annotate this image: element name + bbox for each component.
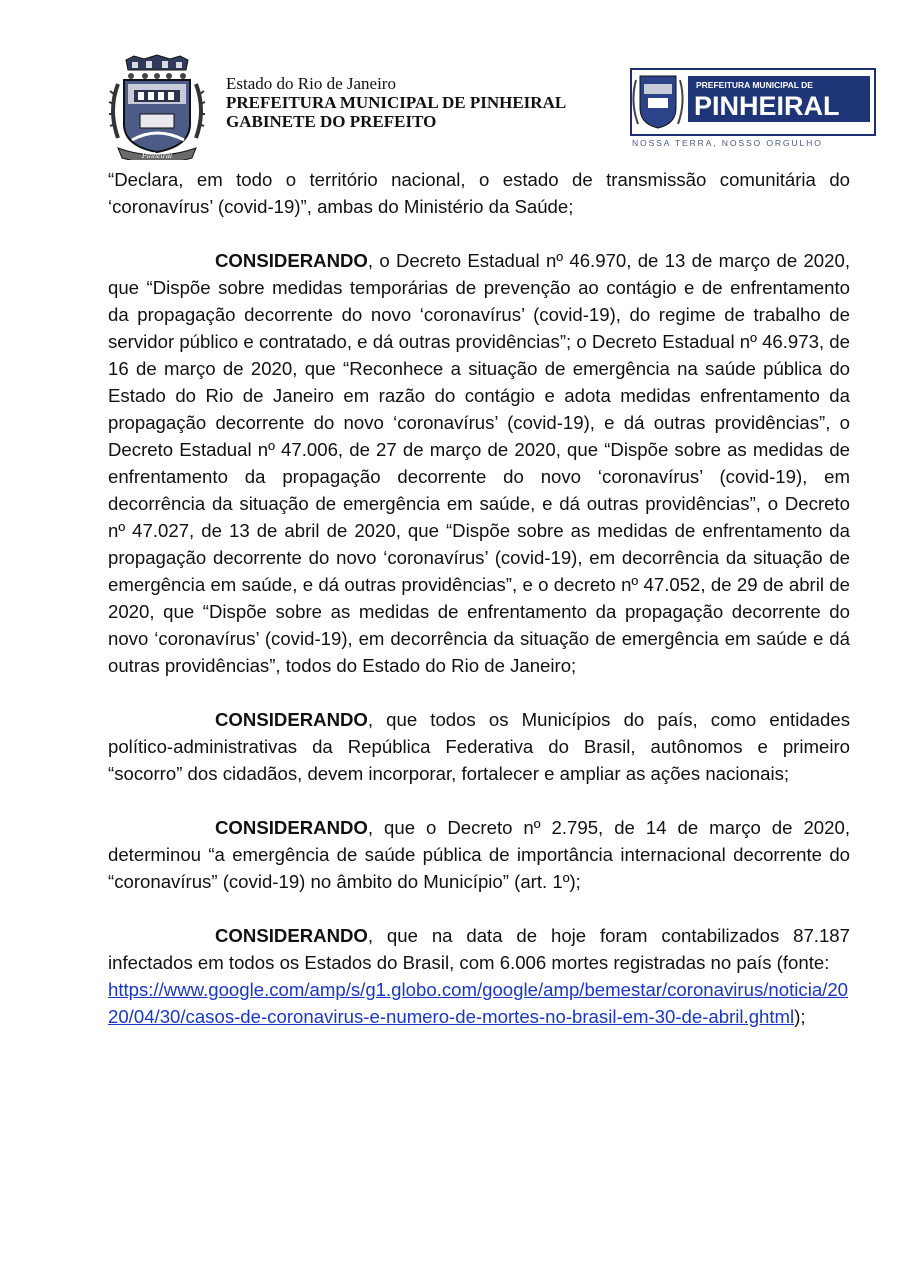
letterhead	[0, 0, 905, 160]
considerando-label: CONSIDERANDO	[215, 709, 368, 730]
considerando-label: CONSIDERANDO	[215, 925, 368, 946]
paragraph-5: CONSIDERANDO, que na data de hoje foram contabilizados 87.187 infectados em todos os Estados do Brasil, com 6.006 mortes registradas no país (fonte: https://www.google.com/amp/s/g1.globo.com/google/amp/bemestar/coronavirus/noticia/2020/04/30/casos-de-coronavirus-e-numero-de-mortes-no-brasil-em-30-de-abril.ghtml);	[108, 925, 850, 1027]
pinheiral-logo	[630, 68, 876, 136]
paragraph-4: CONSIDERANDO, que o Decreto nº 2.795, de 14 de março de 2020, determinou “a emergência de saúde pública de importância internacional decorrente do “coronavírus” (covid-19) no âmbito do Município” (art. 1º);	[108, 817, 850, 892]
considerando-label: CONSIDERANDO	[215, 817, 368, 838]
logo-big-text: PINHEIRAL	[694, 91, 840, 121]
logo-small-text: PREFEITURA MUNICIPAL DE	[696, 80, 813, 90]
considerando-label: CONSIDERANDO	[215, 250, 368, 271]
coat-ribbon-text: Pinheiral	[141, 151, 173, 160]
state-name: Estado do Rio de Janeiro	[226, 74, 396, 93]
paragraph-3: CONSIDERANDO, que todos os Municípios do país, como entidades político-administrativas da República Federativa do Brasil, autônomos e primeiro “socorro” dos cidadãos, devem incorporar, fortalecer e ampliar as ações nacionais;	[108, 709, 850, 784]
paragraph-1: “Declara, em todo o território nacional, o estado de transmissão comunitária do ‘coronavírus’ (covid-19)”, ambas do Ministério da Saúde;	[108, 169, 850, 217]
prefeitura-name: PREFEITURA MUNICIPAL DE PINHEIRAL	[226, 93, 567, 112]
coat-of-arms-icon	[104, 54, 210, 160]
paragraph-2: CONSIDERANDO, o Decreto Estadual nº 46.970, de 13 de março de 2020, que “Dispõe sobre medidas temporárias de prevenção ao contágio e de enfrentamento da propagação decorrente do novo ‘coronavírus’ (covid-19), do regime de trabalho de servidor público e contratado, e dá outras providências”; o Decreto Estadual nº 46.973, de 16 de março de 2020, que “Reconhece a situação de emergência na saúde pública do Estado do Rio de Janeiro em razão do contágio e adota medidas enfrentamento da propagação decorrente do novo ‘coronavírus’ (covid-19), e dá outras providências”, o Decreto Estadual nº 47.006, de 27 de março de 2020, que “Dispõe sobre as medidas de enfrentamento da propagação decorrente do novo ‘coronavírus’ (covid-19), em decorrência da situação de emergência em saúde, e dá outras providências”, o Decreto nº 47.027, de 13 de abril de 2020, que “Dispõe sobre as medidas de enfrentamento da propagação decorrente do novo ‘coronavírus’ (covid-19), em decorrência da situação de emergência em saúde, e dá outras providências”, e o decreto nº 47.052, de 29 de abril de 2020, que “Dispõe sobre as medidas de enfrentamento da propagação decorrente do novo ‘coronavírus’ (covid-19), em decorrência da situação de emergência em saúde e dá outras providências”, todos do Estado do Rio de Janeiro;	[108, 250, 850, 676]
gabinete-name: GABINETE DO PREFEITO	[226, 112, 437, 131]
letterhead-text	[226, 74, 566, 131]
document-body	[108, 166, 850, 1030]
logo-slogan: NOSSA TERRA, NOSSO ORGULHO	[632, 138, 823, 148]
source-link[interactable]: https://www.google.com/amp/s/g1.globo.com/google/amp/bemestar/coronavirus/noticia/2020/04/30/casos-de-coronavirus-e-numero-de-mortes-no-brasil-em-30-de-abril.ghtml	[108, 979, 849, 1027]
